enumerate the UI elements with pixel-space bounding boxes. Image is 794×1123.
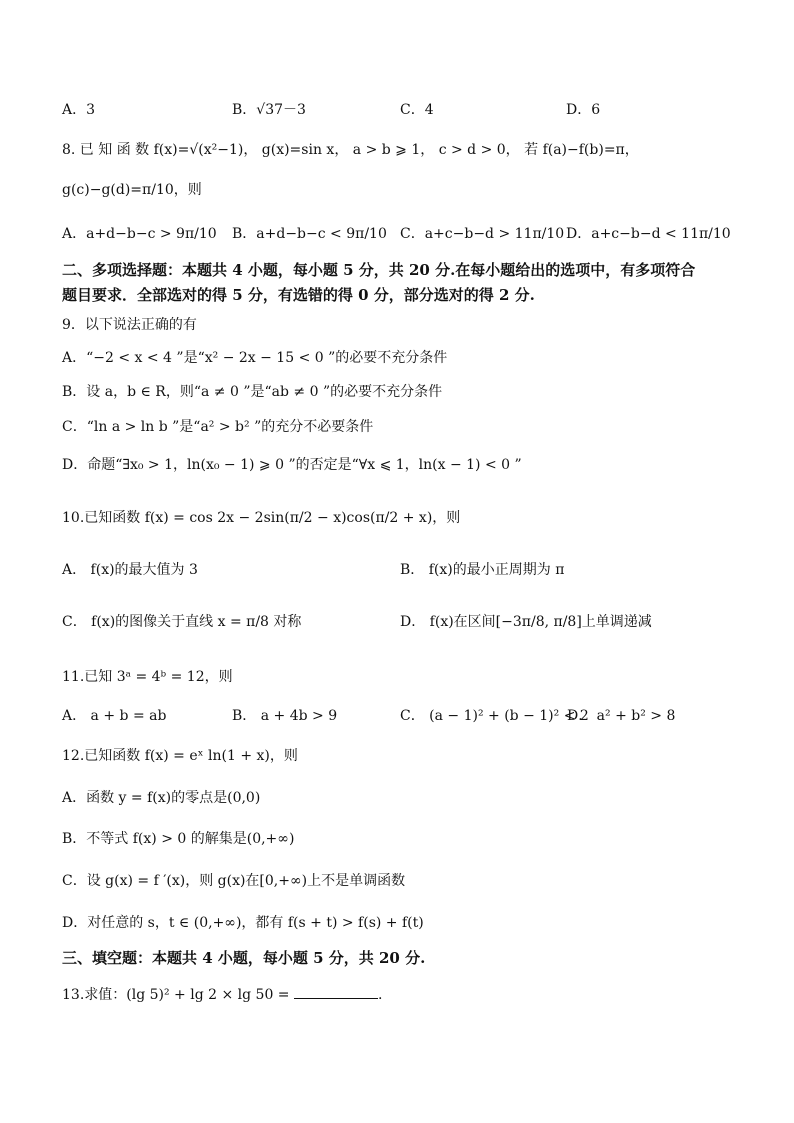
q8-option-b: B．a+d−b−c < 9π/10 [232,226,387,242]
q8-option-a: A．a+d−b−c > 9π/10 [62,226,217,242]
section2-heading-line2: 题目要求．全部选对的得 5 分，有选错的得 0 分，部分选对的得 2 分. [62,286,535,304]
q9-option-a: A．“−2 < x < 4 ”是“x² − 2x − 15 < 0 ”的必要不充分条件 [62,350,448,366]
q11-option-a: A． a + b = ab [62,708,167,724]
q11-option-b: B． a + 4b > 9 [232,708,338,724]
q12-option-d: D．对任意的 s，t ∈ (0,+∞)，都有 f(s + t) > f(s) + f(t) [62,915,424,931]
q7-option-c: C．4 [400,102,434,118]
q9-option-d: D．命题“∃x₀ > 1，ln(x₀ − 1) ⩾ 0 ”的否定是“∀x ⩽ 1，ln(x − 1) < 0 ” [62,457,522,473]
q10-option-b: B． f(x)的最小正周期为 π [400,562,565,578]
section2-heading-line1: 二、多项选择题：本题共 4 小题，每小题 5 分，共 20 分.在每小题给出的选项中，有多项符合 [62,261,696,279]
q11-stem: 11.已知 3ᵃ = 4ᵇ = 12，则 [62,669,233,685]
q11-option-d: D． a² + b² > 8 [567,708,676,724]
q10-option-a: A． f(x)的最大值为 3 [62,562,198,578]
q13-stem: 13.求值：(lg 5)² + lg 2 × lg 50 = [62,987,290,1003]
q8-stem-line1: 8. 已 知 函 数 f(x)=√(x²−1)， g(x)=sin x， a > b ⩾ 1， c > d > 0， 若 f(a)−f(b)=π， [62,142,639,158]
q12-stem: 12.已知函数 f(x) = eˣ ln(1 + x)，则 [62,748,298,764]
q12-option-b: B．不等式 f(x) > 0 的解集是(0,+∞) [62,831,295,847]
q10-option-d: D． f(x)在区间[−3π/8, π/8]上单调递减 [400,614,652,630]
section3-heading: 三、填空题：本题共 4 小题，每小题 5 分，共 20 分. [62,949,426,967]
q8-option-d: D．a+c−b−d < 11π/10 [566,226,731,242]
q9-stem: 9．以下说法正确的有 [62,317,197,333]
q13-answer-blank[interactable] [294,984,378,999]
q7-option-d: D．6 [566,102,601,118]
q11-option-c: C． (a − 1)² + (b − 1)² < 2 [400,708,589,724]
q9-option-b: B．设 a，b ∈ R，则“a ≠ 0 ”是“ab ≠ 0 ”的必要不充分条件 [62,384,443,400]
q12-option-a: A．函数 y = f(x)的零点是(0,0) [62,790,261,806]
q10-option-c: C． f(x)的图像关于直线 x = π/8 对称 [62,614,302,630]
q8-option-c: C．a+c−b−d > 11π/10 [400,226,565,242]
q10-stem: 10.已知函数 f(x) = cos 2x − 2sin(π/2 − x)cos(π/2 + x)，则 [62,510,461,526]
q12-option-c: C．设 g(x) = f ′(x)，则 g(x)在[0,+∞)上不是单调函数 [62,873,406,889]
q13-row [62,984,382,1005]
q8-stem-line2: g(c)−g(d)=π/10，则 [62,182,202,198]
q7-option-b: B．√37－3 [232,102,306,118]
q7-option-a: A．3 [62,102,96,118]
q9-option-c: C．“ln a > ln b ”是“a² > b² ”的充分不必要条件 [62,419,374,435]
q13-end: . [378,987,383,1003]
